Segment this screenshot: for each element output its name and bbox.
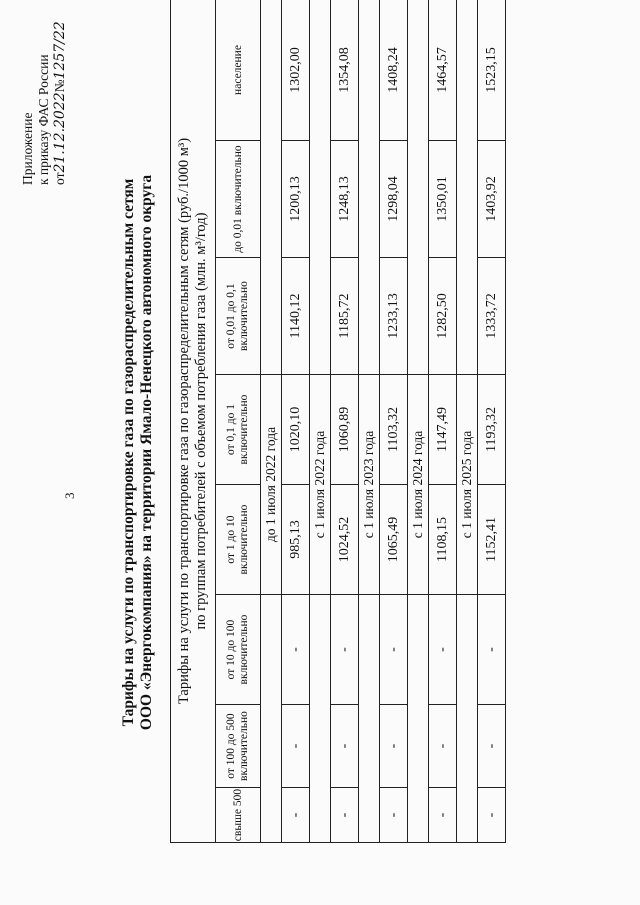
title-line-1: Тарифы на услуги по транспортировке газа по газораспределительным сетям	[120, 178, 137, 727]
table-cell: -	[429, 705, 457, 788]
values-row	[380, 0, 408, 843]
column-header: до 0,01 включительно	[216, 141, 261, 258]
super-header-line-2: по группам потребителей с объемом потребления газа (млн. м³/год)	[193, 212, 209, 630]
period-row	[359, 0, 380, 843]
table-cell: 1152,41	[478, 485, 506, 595]
handwritten-date: 21.12.2022	[52, 92, 68, 173]
table-cell: -	[478, 705, 506, 788]
table-body	[261, 0, 506, 843]
table-cell: 1523,15	[478, 0, 506, 141]
tariff-table	[170, 0, 506, 843]
table-cell: 1108,15	[429, 485, 457, 595]
page-number: 3	[62, 492, 77, 499]
period-row	[408, 0, 429, 843]
period-spacer	[261, 595, 282, 843]
table-cell: 1140,12	[282, 258, 310, 375]
table-cell: -	[282, 705, 310, 788]
table-cell: 1282,50	[429, 258, 457, 375]
column-header: от 1 до 10 включительно	[216, 485, 261, 595]
table-cell: 1248,13	[331, 141, 359, 258]
table-cell: -	[478, 595, 506, 705]
table-cell: 1147,49	[429, 375, 457, 485]
table-cell: 1185,72	[331, 258, 359, 375]
table-cell: -	[331, 595, 359, 705]
table-cell: -	[331, 788, 359, 843]
period-row	[457, 0, 478, 843]
table-cell: 1024,52	[331, 485, 359, 595]
table-super-header	[171, 0, 216, 843]
table-cell: -	[380, 788, 408, 843]
document-title	[120, 0, 156, 905]
table-cell: 1408,24	[380, 0, 408, 141]
column-header: от 100 до 500 включительно	[216, 705, 261, 788]
table-cell: 1200,13	[282, 141, 310, 258]
table-cell: 1193,32	[478, 375, 506, 485]
values-row	[478, 0, 506, 843]
period-spacer	[408, 595, 429, 843]
table-cell: -	[478, 788, 506, 843]
period-label: с 1 июля 2024 года	[408, 375, 429, 595]
values-row	[331, 0, 359, 843]
period-label: с 1 июля 2025 года	[457, 375, 478, 595]
table-cell: 1403,92	[478, 141, 506, 258]
table-cell: 1354,08	[331, 0, 359, 141]
column-header: свыше 500	[216, 788, 261, 843]
appendix-line-1: Приложение	[20, 112, 35, 185]
period-row	[261, 0, 282, 843]
table-cell: 1350,01	[429, 141, 457, 258]
table-cell: -	[429, 595, 457, 705]
table-cell: 1302,00	[282, 0, 310, 141]
table-cell: 985,13	[282, 485, 310, 595]
table-cell: -	[380, 595, 408, 705]
table-cell: 1233,13	[380, 258, 408, 375]
column-header: от 10 до 100 включительно	[216, 595, 261, 705]
handwritten-number: 1257/22	[52, 21, 68, 80]
period-spacer	[261, 0, 282, 375]
period-spacer	[310, 0, 331, 375]
column-header: от 0,1 до 1 включительно	[216, 375, 261, 485]
table-cell: 1333,72	[478, 258, 506, 375]
appendix-stamp	[20, 5, 68, 185]
table-cell: 1060,89	[331, 375, 359, 485]
table-cell: 1298,04	[380, 141, 408, 258]
period-spacer	[359, 0, 380, 375]
table-cell: 1464,57	[429, 0, 457, 141]
period-label: с 1 июля 2022 года	[310, 375, 331, 595]
period-spacer	[408, 0, 429, 375]
table-cell: -	[429, 788, 457, 843]
period-spacer	[457, 0, 478, 375]
period-spacer	[310, 595, 331, 843]
period-label: с 1 июля 2023 года	[359, 375, 380, 595]
appendix-line-3	[52, 5, 68, 185]
period-label: до 1 июля 2022 года	[261, 375, 282, 595]
column-header-row	[216, 0, 261, 843]
table-cell: -	[282, 595, 310, 705]
table-cell: 1103,32	[380, 375, 408, 485]
table-cell: -	[380, 705, 408, 788]
period-row	[310, 0, 331, 843]
period-spacer	[359, 595, 380, 843]
column-header: население	[216, 0, 261, 141]
super-header-line-1: Тарифы на услуги по транспортировке газа по газораспределительным сетям (руб./1000 м³)	[176, 137, 192, 705]
values-row	[282, 0, 310, 843]
title-line-2: ООО «Энергокомпания» на территории Ямало-Ненецкого автономного округа	[138, 174, 155, 731]
values-row	[429, 0, 457, 843]
period-spacer	[457, 595, 478, 843]
appendix-line-2: к приказу ФАС России	[36, 54, 51, 185]
table-cell: 1020,10	[282, 375, 310, 485]
date-prefix: от	[52, 172, 67, 185]
table-cell: 1065,49	[380, 485, 408, 595]
table-cell: -	[282, 788, 310, 843]
column-header: от 0,01 до 0,1 включительно	[216, 258, 261, 375]
table-cell: -	[331, 705, 359, 788]
number-sign: №	[52, 79, 67, 93]
